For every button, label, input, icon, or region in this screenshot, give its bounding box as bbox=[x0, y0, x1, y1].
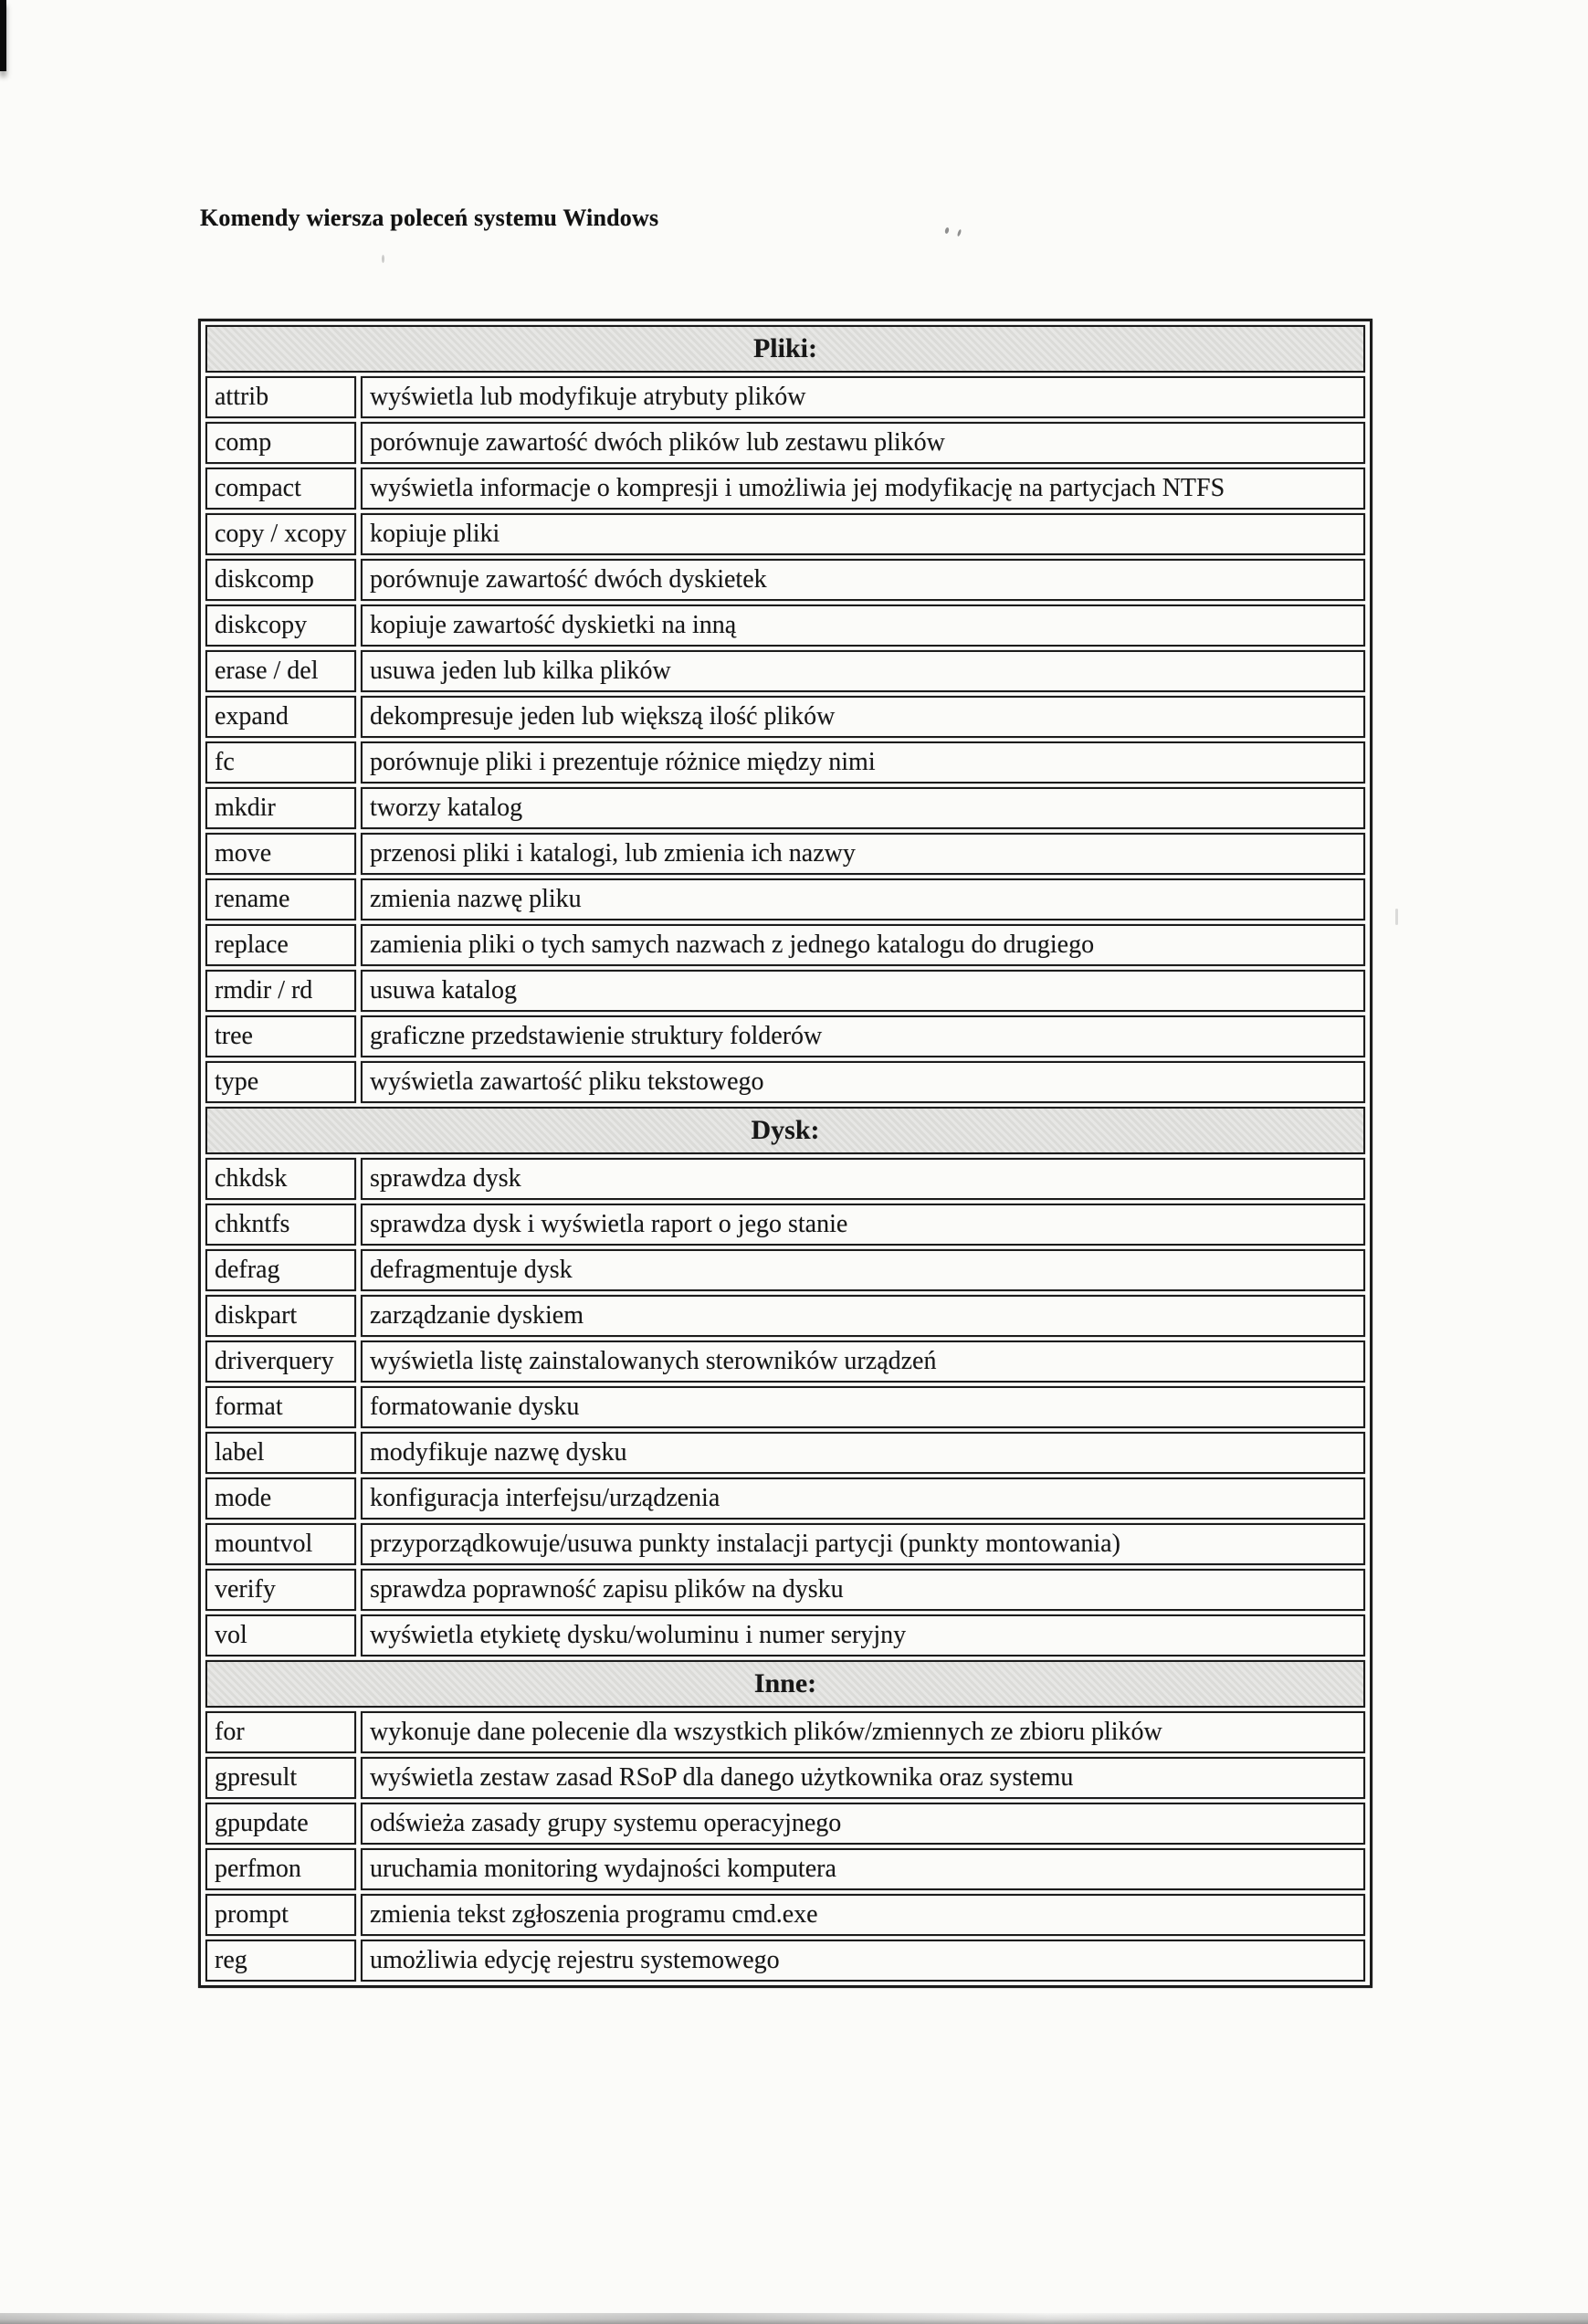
command-name-cell: mountvol bbox=[205, 1523, 356, 1565]
command-row-chkdsk bbox=[205, 1158, 1365, 1200]
command-row-reg bbox=[205, 1940, 1365, 1982]
command-row-replace bbox=[205, 924, 1365, 966]
command-name-cell: verify bbox=[205, 1569, 356, 1611]
command-row-rename bbox=[205, 878, 1365, 920]
command-name-cell: driverquery bbox=[205, 1341, 356, 1383]
section-header-dysk: Dysk: bbox=[205, 1107, 1365, 1154]
command-description-cell: przenosi pliki i katalogi, lub zmienia ich nazwy bbox=[361, 833, 1365, 875]
section-header-pliki: Pliki: bbox=[205, 325, 1365, 373]
command-description-cell: defragmentuje dysk bbox=[361, 1249, 1365, 1291]
command-row-comp bbox=[205, 422, 1365, 464]
command-description-cell: uruchamia monitoring wydajności komputera bbox=[361, 1848, 1365, 1890]
command-description-cell: wyświetla lub modyfikuje atrybuty plików bbox=[361, 376, 1365, 418]
command-row-copy-xcopy bbox=[205, 513, 1365, 555]
command-description-cell: wyświetla etykietę dysku/woluminu i numer seryjny bbox=[361, 1614, 1365, 1656]
command-description-cell: zamienia pliki o tych samych nazwach z jednego katalogu do drugiego bbox=[361, 924, 1365, 966]
command-row-verify bbox=[205, 1569, 1365, 1611]
command-row-vol bbox=[205, 1614, 1365, 1656]
command-row-gpupdate bbox=[205, 1803, 1365, 1845]
command-row-label bbox=[205, 1432, 1365, 1474]
command-name-cell: reg bbox=[205, 1940, 356, 1982]
command-row-type bbox=[205, 1061, 1365, 1103]
command-row-diskpart bbox=[205, 1295, 1365, 1337]
command-description-cell: modyfikuje nazwę dysku bbox=[361, 1432, 1365, 1474]
page-title: Komendy wiersza poleceń systemu Windows bbox=[200, 205, 659, 231]
scan-artifact-bottom-edge bbox=[0, 2313, 1588, 2324]
command-row-mountvol bbox=[205, 1523, 1365, 1565]
command-name-cell: rmdir / rd bbox=[205, 970, 356, 1012]
command-row-defrag bbox=[205, 1249, 1365, 1291]
commands-table-body bbox=[205, 325, 1365, 1982]
command-name-cell: prompt bbox=[205, 1894, 356, 1936]
command-name-cell: vol bbox=[205, 1614, 356, 1656]
command-row-for bbox=[205, 1711, 1365, 1753]
command-row-compact bbox=[205, 468, 1365, 510]
command-row-diskcopy bbox=[205, 605, 1365, 647]
command-description-cell: sprawdza dysk bbox=[361, 1158, 1365, 1200]
command-name-cell: replace bbox=[205, 924, 356, 966]
command-description-cell: sprawdza dysk i wyświetla raport o jego stanie bbox=[361, 1204, 1365, 1246]
section-row-inne bbox=[205, 1660, 1365, 1708]
command-description-cell: zmienia nazwę pliku bbox=[361, 878, 1365, 920]
command-row-driverquery bbox=[205, 1341, 1365, 1383]
command-name-cell: move bbox=[205, 833, 356, 875]
section-row-pliki bbox=[205, 325, 1365, 373]
command-name-cell: erase / del bbox=[205, 650, 356, 692]
command-name-cell: copy / xcopy bbox=[205, 513, 356, 555]
command-row-rmdir-rd bbox=[205, 970, 1365, 1012]
command-description-cell: wyświetla zawartość pliku tekstowego bbox=[361, 1061, 1365, 1103]
command-row-expand bbox=[205, 696, 1365, 738]
scan-speck bbox=[382, 255, 384, 263]
command-name-cell: fc bbox=[205, 741, 356, 783]
command-description-cell: konfiguracja interfejsu/urządzenia bbox=[361, 1477, 1365, 1520]
command-row-attrib bbox=[205, 376, 1365, 418]
command-row-prompt bbox=[205, 1894, 1365, 1936]
command-description-cell: porównuje zawartość dwóch dyskietek bbox=[361, 559, 1365, 601]
command-row-fc bbox=[205, 741, 1365, 783]
command-name-cell: mkdir bbox=[205, 787, 356, 829]
command-row-format bbox=[205, 1386, 1365, 1428]
command-name-cell: tree bbox=[205, 1015, 356, 1057]
command-description-cell: umożliwia edycję rejestru systemowego bbox=[361, 1940, 1365, 1982]
command-name-cell: attrib bbox=[205, 376, 356, 418]
command-name-cell: label bbox=[205, 1432, 356, 1474]
command-description-cell: graficzne przedstawienie struktury folderów bbox=[361, 1015, 1365, 1057]
command-name-cell: type bbox=[205, 1061, 356, 1103]
command-name-cell: for bbox=[205, 1711, 356, 1753]
command-name-cell: format bbox=[205, 1386, 356, 1428]
command-description-cell: dekompresuje jeden lub większą ilość plików bbox=[361, 696, 1365, 738]
command-description-cell: tworzy katalog bbox=[361, 787, 1365, 829]
command-row-tree bbox=[205, 1015, 1365, 1057]
command-name-cell: diskcopy bbox=[205, 605, 356, 647]
command-description-cell: kopiuje pliki bbox=[361, 513, 1365, 555]
command-row-mkdir bbox=[205, 787, 1365, 829]
command-description-cell: wyświetla listę zainstalowanych sterowników urządzeń bbox=[361, 1341, 1365, 1383]
command-description-cell: formatowanie dysku bbox=[361, 1386, 1365, 1428]
command-description-cell: porównuje zawartość dwóch plików lub zestawu plików bbox=[361, 422, 1365, 464]
command-row-move bbox=[205, 833, 1365, 875]
command-name-cell: expand bbox=[205, 696, 356, 738]
command-row-erase-del bbox=[205, 650, 1365, 692]
command-description-cell: zarządzanie dyskiem bbox=[361, 1295, 1365, 1337]
command-name-cell: gpresult bbox=[205, 1757, 356, 1799]
command-name-cell: chkdsk bbox=[205, 1158, 356, 1200]
command-name-cell: defrag bbox=[205, 1249, 356, 1291]
command-name-cell: mode bbox=[205, 1477, 356, 1520]
command-name-cell: diskpart bbox=[205, 1295, 356, 1337]
command-row-perfmon bbox=[205, 1848, 1365, 1890]
command-description-cell: wykonuje dane polecenie dla wszystkich plików/zmiennych ze zbioru plików bbox=[361, 1711, 1365, 1753]
command-name-cell: gpupdate bbox=[205, 1803, 356, 1845]
command-row-diskcomp bbox=[205, 559, 1365, 601]
scan-speck bbox=[957, 229, 962, 237]
command-description-cell: kopiuje zawartość dyskietki na inną bbox=[361, 605, 1365, 647]
command-name-cell: chkntfs bbox=[205, 1204, 356, 1246]
command-row-mode bbox=[205, 1477, 1365, 1520]
command-name-cell: comp bbox=[205, 422, 356, 464]
command-description-cell: przyporządkowuje/usuwa punkty instalacji partycji (punkty montowania) bbox=[361, 1523, 1365, 1565]
section-row-dysk bbox=[205, 1107, 1365, 1154]
command-name-cell: perfmon bbox=[205, 1848, 356, 1890]
command-description-cell: porównuje pliki i prezentuje różnice między nimi bbox=[361, 741, 1365, 783]
command-name-cell: diskcomp bbox=[205, 559, 356, 601]
section-header-inne: Inne: bbox=[205, 1660, 1365, 1708]
scan-speck bbox=[944, 227, 950, 235]
command-description-cell: usuwa katalog bbox=[361, 970, 1365, 1012]
scan-speck bbox=[1395, 909, 1398, 925]
command-description-cell: usuwa jeden lub kilka plików bbox=[361, 650, 1365, 692]
command-description-cell: zmienia tekst zgłoszenia programu cmd.exe bbox=[361, 1894, 1365, 1936]
command-name-cell: rename bbox=[205, 878, 356, 920]
command-row-gpresult bbox=[205, 1757, 1365, 1799]
command-description-cell: sprawdza poprawność zapisu plików na dysku bbox=[361, 1569, 1365, 1611]
command-description-cell: odświeża zasady grupy systemu operacyjnego bbox=[361, 1803, 1365, 1845]
command-name-cell: compact bbox=[205, 468, 356, 510]
commands-table bbox=[198, 319, 1372, 1988]
command-row-chkntfs bbox=[205, 1204, 1365, 1246]
scan-artifact-corner-mark bbox=[0, 0, 6, 71]
command-description-cell: wyświetla informacje o kompresji i umożliwia jej modyfikację na partycjach NTFS bbox=[361, 468, 1365, 510]
command-description-cell: wyświetla zestaw zasad RSoP dla danego użytkownika oraz systemu bbox=[361, 1757, 1365, 1799]
